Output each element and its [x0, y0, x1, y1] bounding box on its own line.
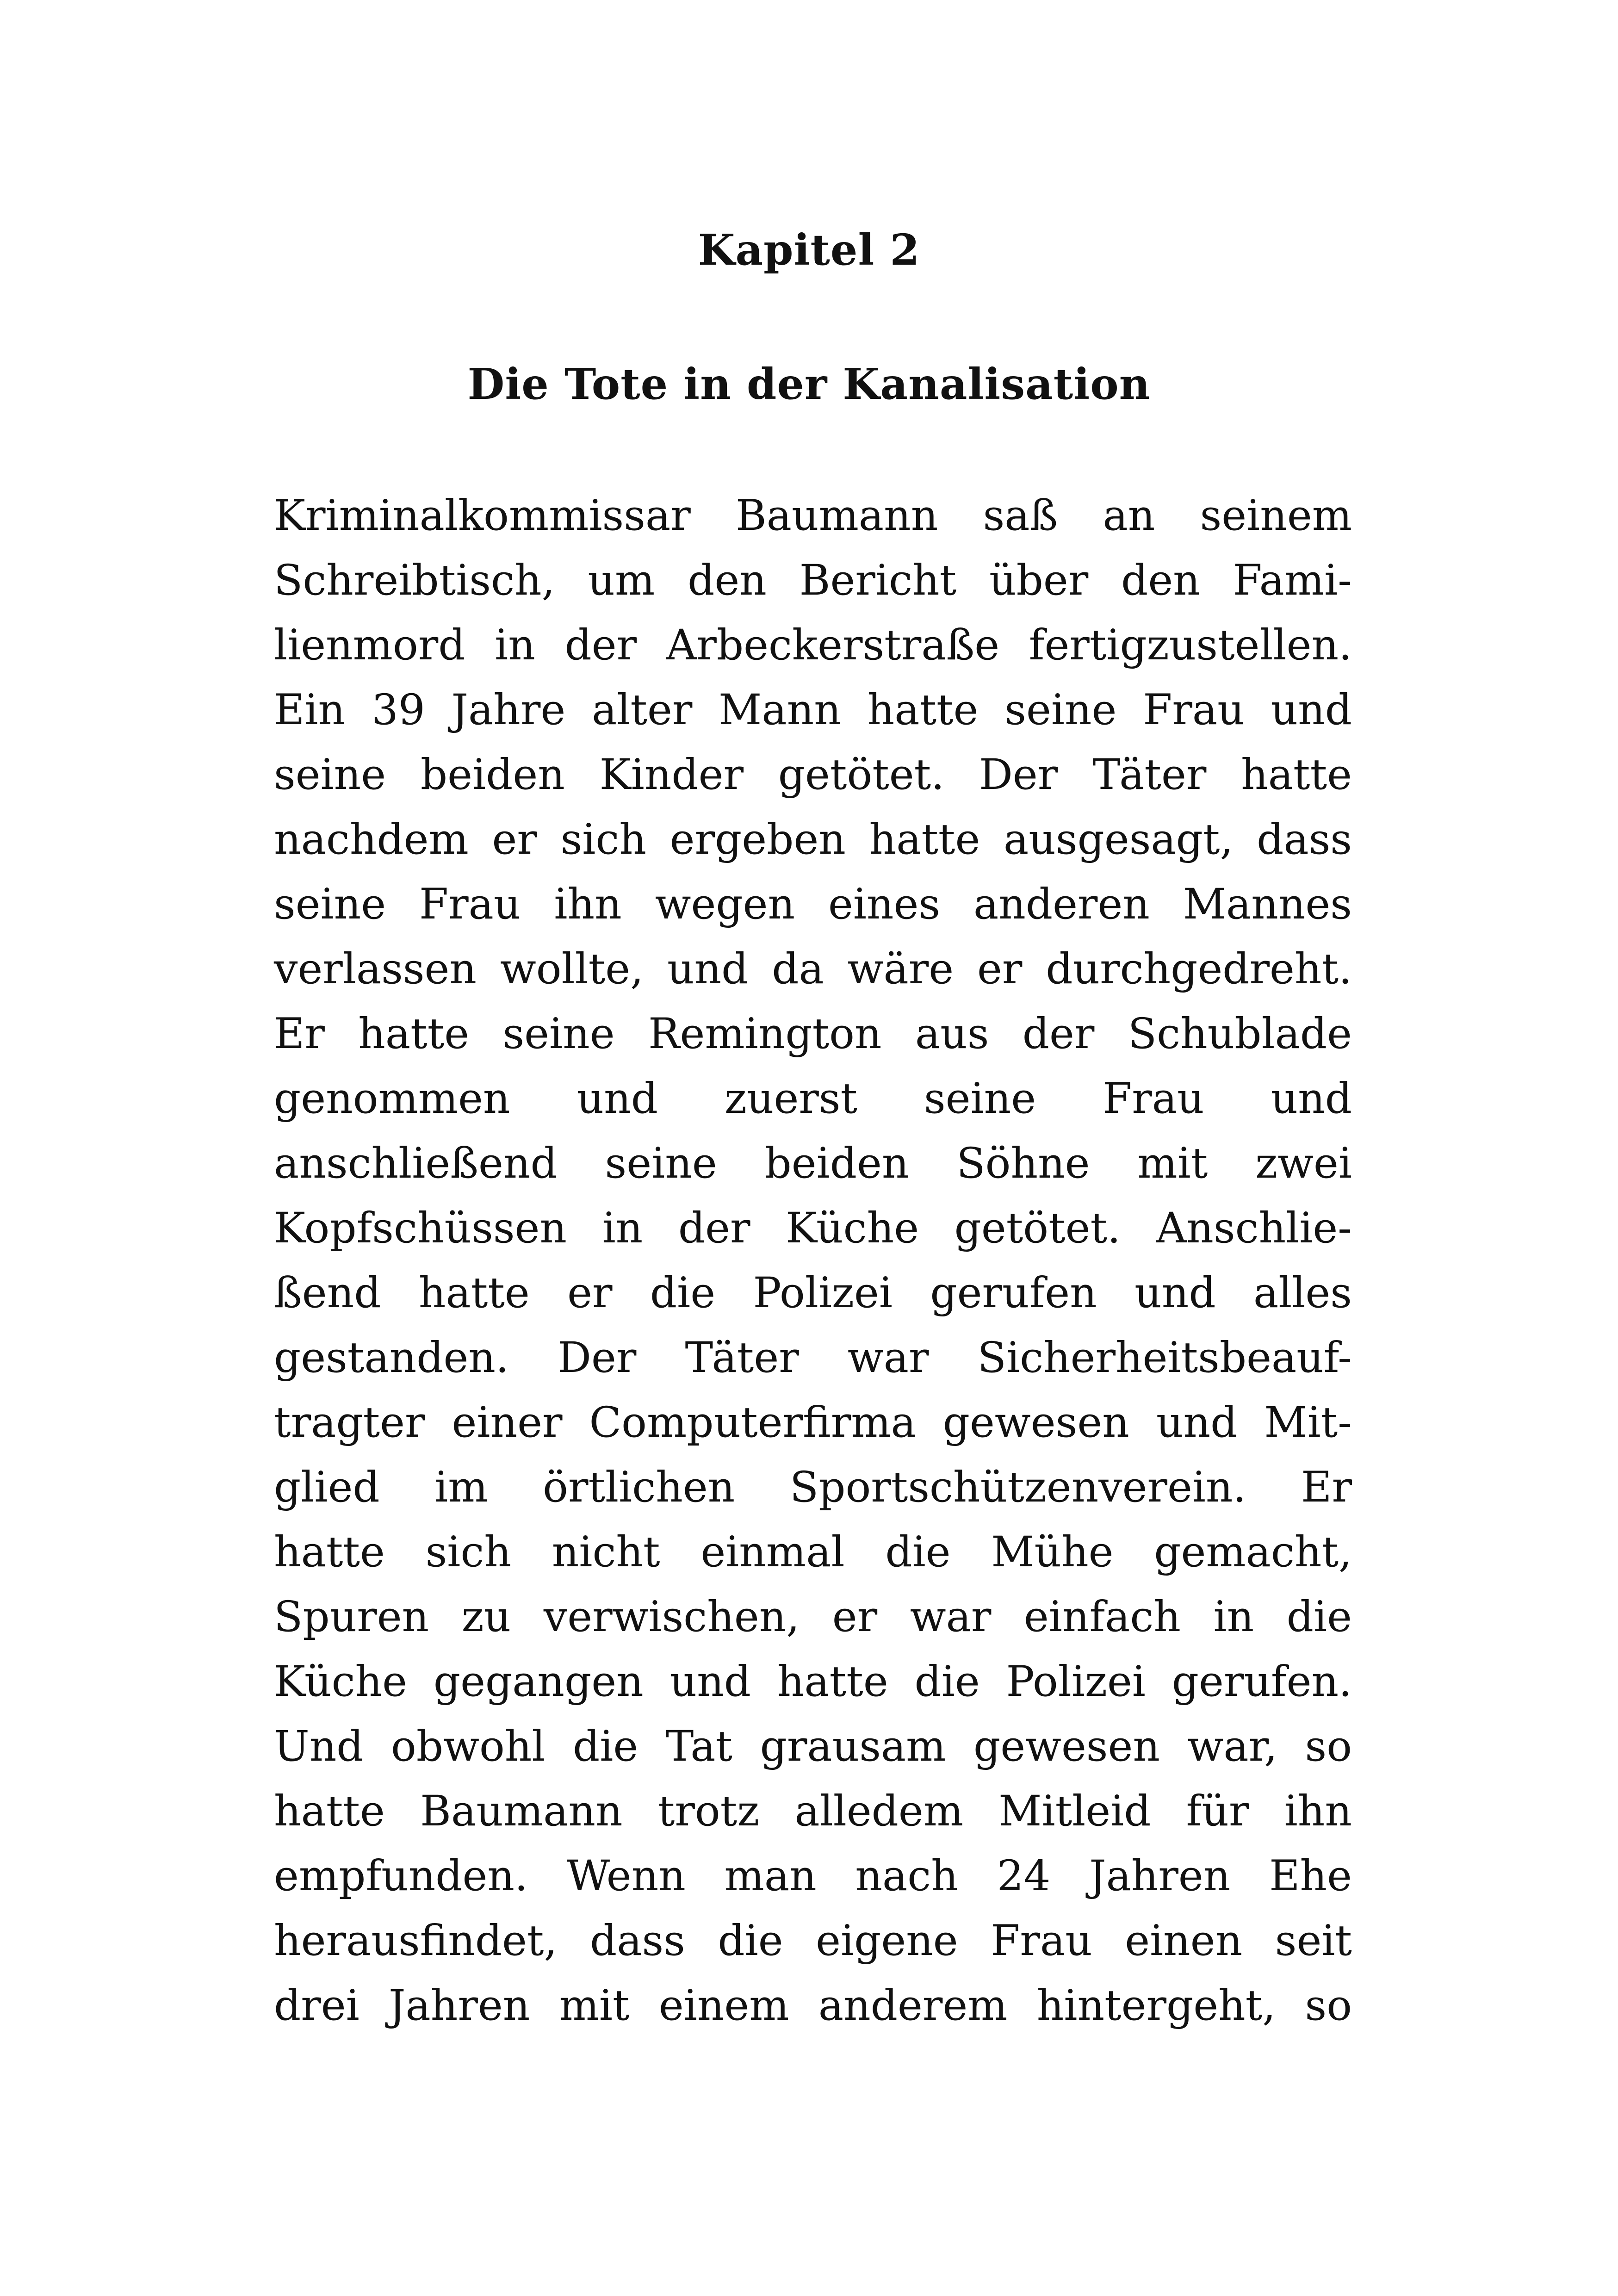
text-line: Und obwohl die Tat grausam gewesen war, so [274, 1722, 1352, 1771]
text-line: Er hatte seine Remington aus der Schublade [274, 1010, 1352, 1058]
text-line: seine Frau ihn wegen eines anderen Mannes [274, 880, 1352, 929]
text-line: Kriminalkommissar Baumann saß an seinem [274, 491, 1352, 540]
text-line: hatte Baumann trotz alledem Mitleid für ihn [274, 1787, 1352, 1836]
text-line: hatte sich nicht einmal die Mühe gemacht, [274, 1528, 1352, 1576]
text-line: anschließend seine beiden Söhne mit zwei [274, 1139, 1352, 1188]
text-line: Küche gegangen und hatte die Polizei gerufen. [274, 1657, 1352, 1706]
text-line: seine beiden Kinder getötet. Der Täter hatte [274, 751, 1352, 799]
text-line: genommen und zuerst seine Frau und [274, 1074, 1352, 1123]
text-line: verlassen wollte, und da wäre er durchgedreht. [274, 945, 1352, 993]
text-line: lienmord in der Arbeckerstraße fertigzustellen. [274, 621, 1352, 670]
text-line: empfunden. Wenn man nach 24 Jahren Ehe [274, 1852, 1352, 1900]
chapter-number-heading: Kapitel 2 [698, 225, 920, 275]
text-line: tragter einer Computerfirma gewesen und Mit- [274, 1398, 1352, 1447]
chapter-title-heading: Die Tote in der Kanalisation [467, 359, 1151, 409]
text-line: ßend hatte er die Polizei gerufen und alles [274, 1269, 1352, 1317]
text-line: herausfindet, dass die eigene Frau einen seit [274, 1917, 1352, 1965]
text-line: Kopfschüssen in der Küche getötet. Anschlie- [274, 1204, 1352, 1253]
text-line: Schreibtisch, um den Bericht über den Fami- [274, 556, 1352, 605]
text-line: drei Jahren mit einem anderem hintergeht, so [274, 1981, 1352, 2030]
text-line: Ein 39 Jahre alter Mann hatte seine Frau und [274, 686, 1352, 734]
text-line: Spuren zu verwischen, er war einfach in die [274, 1593, 1352, 1641]
text-line: glied im örtlichen Sportschützenverein. Er [274, 1463, 1352, 1512]
text-line: gestanden. Der Täter war Sicherheitsbeauf- [274, 1334, 1352, 1382]
text-line: nachdem er sich ergeben hatte ausgesagt, dass [274, 815, 1352, 864]
chapter-body-text [274, 484, 1352, 2038]
